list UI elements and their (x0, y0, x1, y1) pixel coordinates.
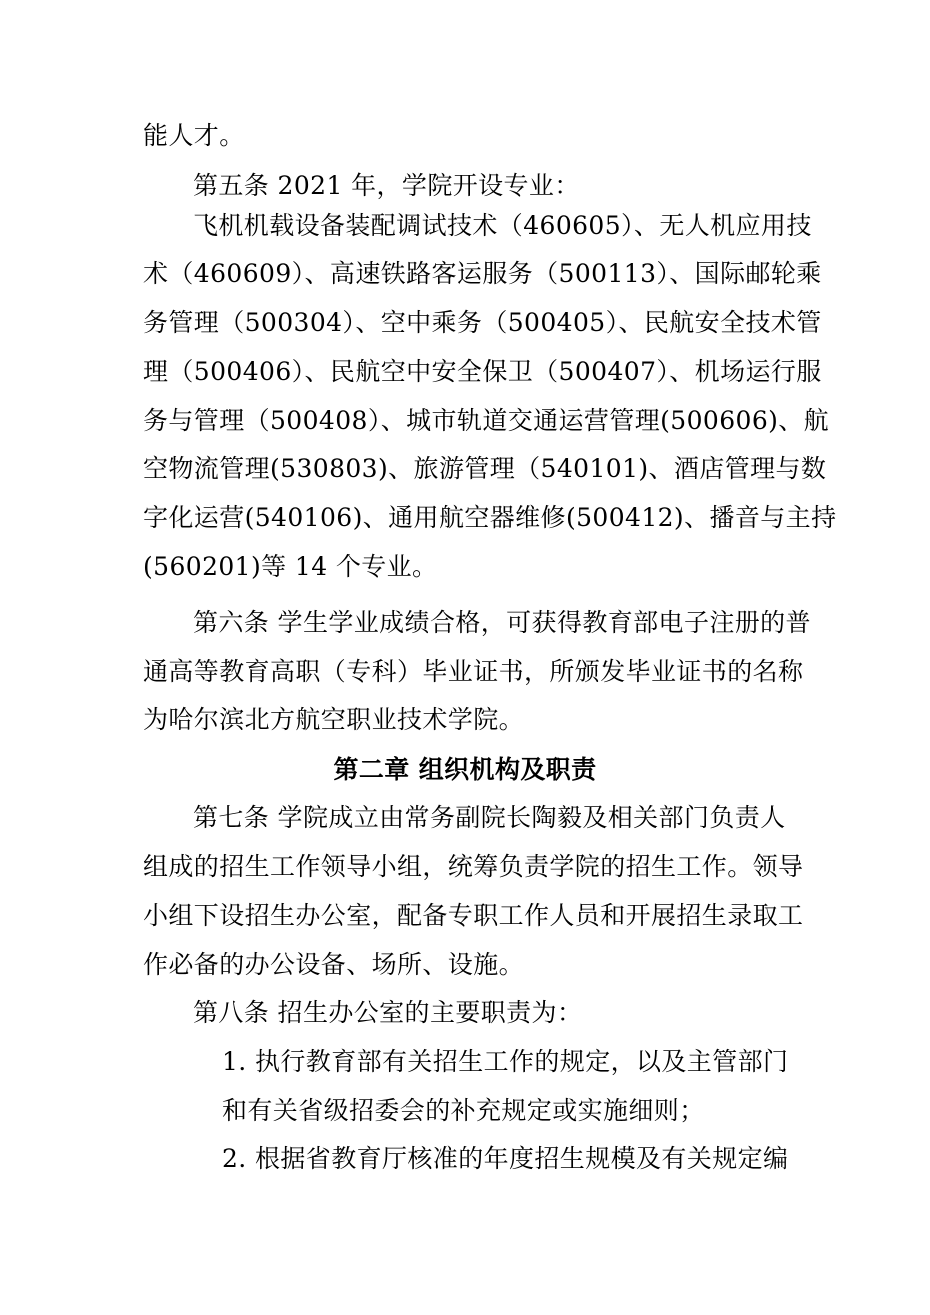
text-line: 小组下设招生办公室，配备专职工作人员和开展招生录取工 (143, 901, 804, 930)
text-line: 空物流管理(530803)、旅游管理（540101)、酒店管理与数 (143, 454, 827, 483)
list-item-1: 1. 执行教育部有关招生工作的规定，以及主管部门 (222, 1047, 789, 1076)
text-line: 务与管理（500408）、城市轨道交通运营管理(500606)、航 (143, 406, 830, 435)
text-line: 能人才。 (143, 121, 245, 150)
text-line: 术（460609）、高速铁路客运服务（500113）、国际邮轮乘 (143, 259, 822, 288)
text-line: 务管理（500304）、空中乘务（500405）、民航安全技术管 (143, 308, 822, 337)
text-line: (560201)等 14 个专业。 (143, 552, 438, 581)
article-5-heading: 第五条 2021 年，学院开设专业： (193, 171, 580, 200)
text-line: 作必备的办公设备、场所、设施。 (143, 950, 525, 979)
list-item-2: 2. 根据省教育厅核准的年度招生规模及有关规定编 (222, 1144, 789, 1173)
text-line: 通高等教育高职（专科）毕业证书，所颁发毕业证书的名称 (143, 657, 804, 686)
chapter-2-title: 第二章 组织机构及职责 (333, 755, 597, 784)
text-line: 理（500406）、民航空中安全保卫（500407）、机场运行服 (143, 357, 822, 386)
article-7-text: 第七条 学院成立由常务副院长陶毅及相关部门负责人 (193, 803, 786, 832)
list-item-1-continued: 和有关省级招委会的补充规定或实施细则； (222, 1096, 705, 1125)
text-line: 组成的招生工作领导小组，统筹负责学院的招生工作。领导 (143, 852, 804, 881)
article-8-text: 第八条 招生办公室的主要职责为： (193, 998, 583, 1027)
text-line: 为哈尔滨北方航空职业技术学院。 (143, 705, 525, 734)
article-6-text: 第六条 学生学业成绩合格，可获得教育部电子注册的普 (193, 608, 811, 637)
text-line: 飞机机载设备装配调试技术（460605）、无人机应用技 (193, 211, 812, 240)
text-line: 字化运营(540106)、通用航空器维修(500412)、播音与主持 (143, 503, 837, 532)
